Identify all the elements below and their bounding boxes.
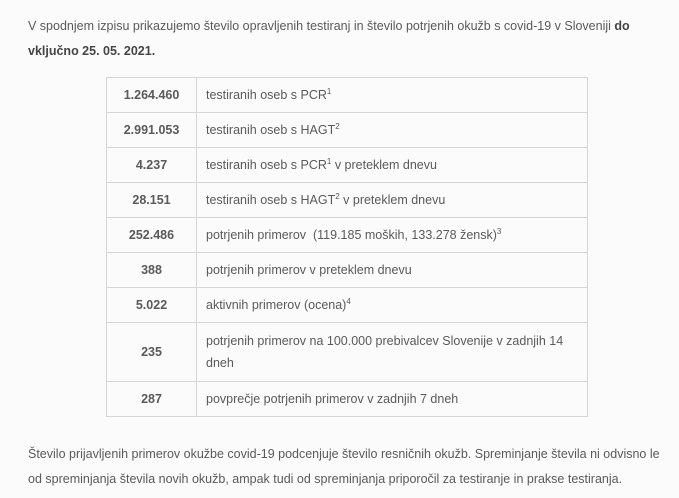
row-label: testiranih oseb s HAGT$^2$ [197,113,588,148]
table-row [107,183,588,218]
row-label: testiranih oseb s PCR$^1$ v preteklem dnevu [197,148,588,183]
table-row [107,218,588,253]
table-row [107,148,588,183]
footnote-marker: 2 [335,121,340,131]
row-label: potrjenih primerov na 100.000 prebivalcev Slovenije v zadnjih 14 dneh [197,323,588,382]
table-row [107,113,588,148]
row-value: 287 [107,382,197,417]
outro-paragraph: Število prijavljenih primerov okužbe covid-19 podcenjuje število resničnih okužb. Spreminjanje števila ni odvisno le od spreminjanja števila novih okužb, ampak tudi od spreminjanja priporočil za testiranje in prakse testiranja. [28,447,660,486]
footnote-marker: 1 [326,86,332,96]
table-row [107,323,588,382]
intro-date: do vključno 25. 05. 2021. [28,19,630,58]
footnote-marker: 3 [496,226,502,236]
row-value: 2.991.053 [107,113,197,148]
row-value: 235 [107,323,197,382]
table-row [107,288,588,323]
table-row [107,382,588,417]
row-value: 252.486 [107,218,197,253]
row-label: povprečje potrjenih primerov v zadnjih 7 dneh [197,382,588,417]
footnote-marker: 1 [326,156,332,166]
row-value: 1.264.460 [107,78,197,113]
footnote-marker: 2 [335,191,340,201]
intro-paragraph [28,0,664,64]
row-label: potrjenih primerov (119.185 moških, 133.278 žensk)$^3$ [197,218,588,253]
row-value: 388 [107,253,197,288]
row-label: testiranih oseb s HAGT$^2$ v preteklem dnevu [197,183,588,218]
table-row [107,253,588,288]
row-value: 4.237 [107,148,197,183]
row-value: 5.022 [107,288,197,323]
statistics-table [106,77,588,417]
content-area [28,0,664,492]
intro-text: V spodnjem izpisu prikazujemo število opravljenih testiranj in število potrjenih okužb s covid-19 v Sloveniji [28,19,615,33]
footnote-marker: 4 [346,296,351,306]
table-row [107,78,588,113]
row-label: aktivnih primerov (ocena)$^4$ [197,288,588,323]
row-value: 28.151 [107,183,197,218]
row-label: potrjenih primerov v preteklem dnevu [197,253,588,288]
row-label: testiranih oseb s PCR$^1$ [197,78,588,113]
